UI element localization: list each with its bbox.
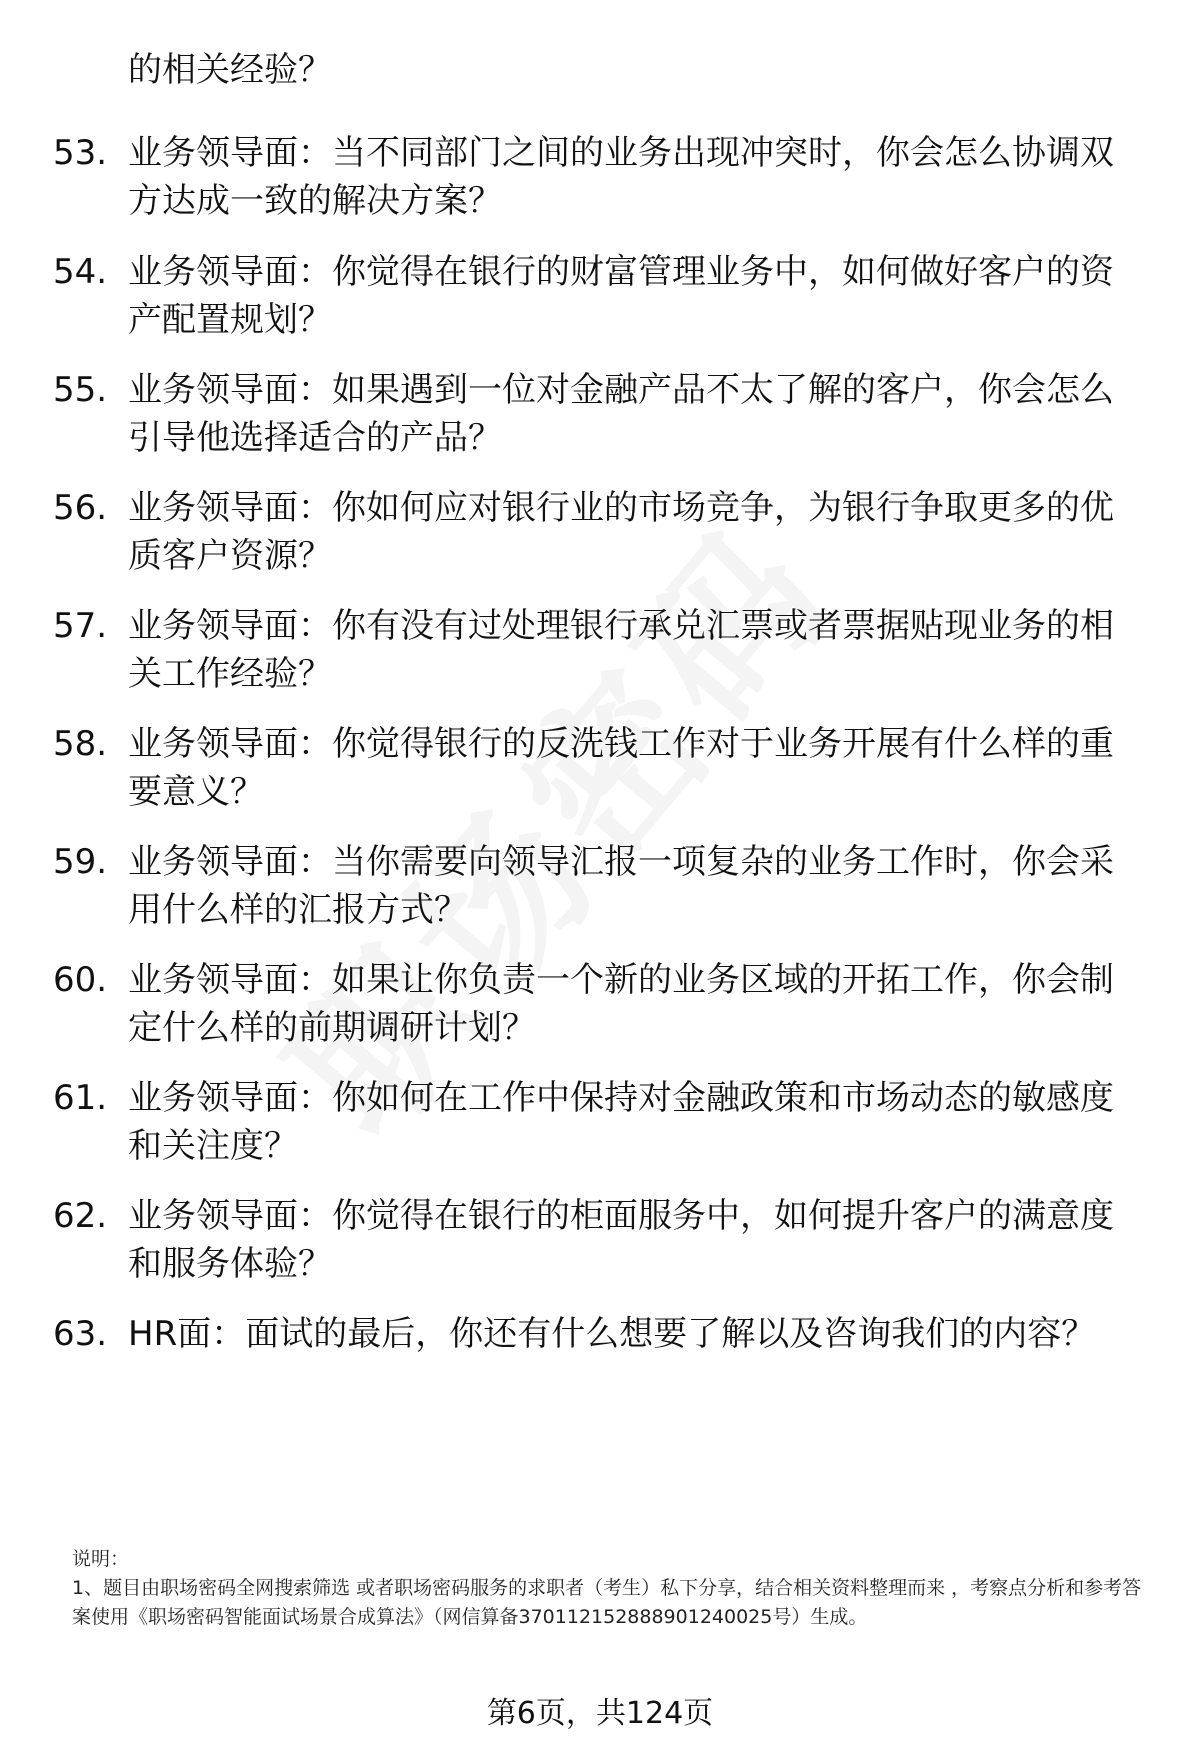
question-text: 业务领导面：你觉得银行的反洗钱工作对于业务开展有什么样的重要意义？ <box>128 724 1114 812</box>
question-text: 业务领导面：当不同部门之间的业务出现冲突时，你会怎么协调双方达成一致的解决方案？ <box>128 133 1114 221</box>
question-number: 59. <box>53 842 108 882</box>
question-number: 62. <box>53 1196 108 1236</box>
question-number: 55. <box>53 370 108 410</box>
question-text: 业务领导面：你如何在工作中保持对金融政策和市场动态的敏感度和关注度？ <box>128 1078 1114 1166</box>
notes-title: 说明： <box>72 1548 130 1570</box>
question-text: 业务领导面：当你需要向领导汇报一项复杂的业务工作时，你会采用什么样的汇报方式？ <box>128 842 1114 930</box>
page-number: 第6页，共124页 <box>486 1696 714 1731</box>
question-text: HR面：面试的最后，你还有什么想要了解以及咨询我们的内容？ <box>128 1314 1096 1354</box>
question-number: 57. <box>53 606 108 646</box>
question-number: 63. <box>53 1314 108 1354</box>
notes-body: 1、题目由职场密码全网搜索筛选 或者职场密码服务的求职者（考生）私下分享，结合相关资料整理而来 ，考察点分析和参考答案使用《职场密码智能面试场景合成算法》（网信算备370112152888901240025号）生成。 <box>72 1577 1142 1628</box>
question-number: 60. <box>53 960 108 1000</box>
notes-section <box>72 1545 1152 1632</box>
question-number: 61. <box>53 1078 108 1118</box>
question-text: 业务领导面：你如何应对银行业的市场竞争，为银行争取更多的优质客户资源？ <box>128 488 1114 576</box>
question-text: 业务领导面：你觉得在银行的柜面服务中，如何提升客户的满意度和服务体验？ <box>128 1196 1114 1284</box>
question-text: 的相关经验？ <box>128 50 332 90</box>
question-text: 业务领导面：你觉得在银行的财富管理业务中，如何做好客户的资产配置规划？ <box>128 252 1114 340</box>
question-text: 业务领导面：如果遇到一位对金融产品不太了解的客户，你会怎么引导他选择适合的产品？ <box>128 370 1114 458</box>
question-text: 业务领导面：如果让你负责一个新的业务区域的开拓工作，你会制定什么样的前期调研计划？ <box>128 960 1114 1048</box>
question-number: 54. <box>53 252 108 292</box>
question-number: 56. <box>53 488 108 528</box>
question-number: 58. <box>53 724 108 764</box>
question-text: 业务领导面：你有没有过处理银行承兑汇票或者票据贴现业务的相关工作经验？ <box>128 606 1114 694</box>
question-number: 53. <box>53 133 108 173</box>
